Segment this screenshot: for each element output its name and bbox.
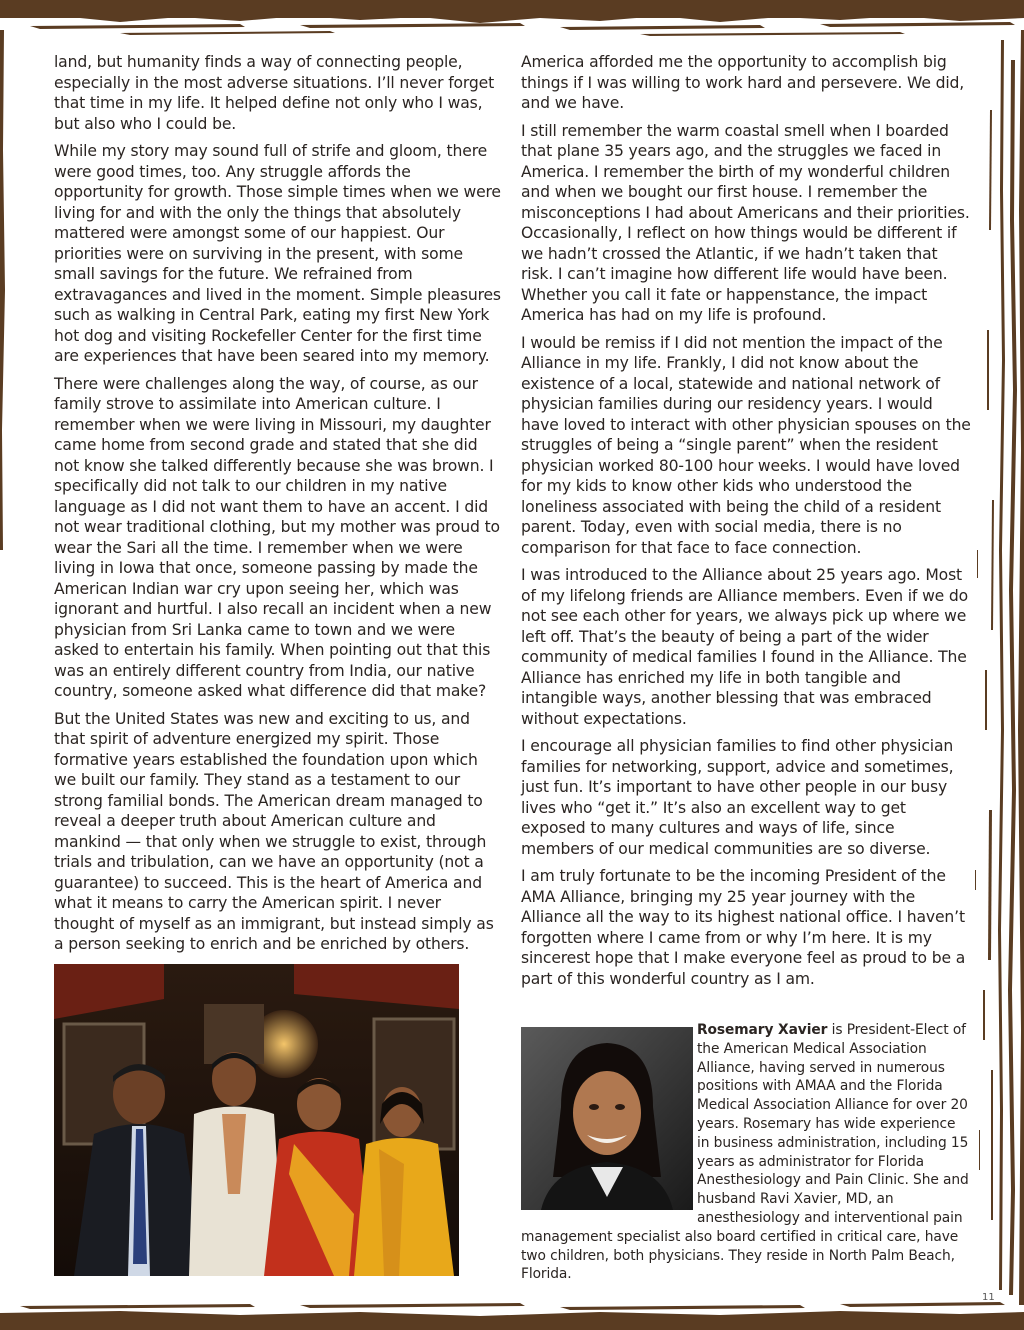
right-paragraph-5: I encourage all physician families to find other physician families for networking, support, advice and sometimes, just fun. It’s important to have other people in our busy lives who “get it.” It’s also an excellent way to get exposed to many cultures and ways of life, since members of our medical communities are so diverse.: [521, 737, 954, 858]
right-paragraph-1: America afforded me the opportunity to accomplish big things if I was willing to work hard and persevere. We did, and we have.: [521, 53, 965, 112]
right-paragraph-3: I would be remiss if I did not mention the impact of the Alliance in my life. Frankly, I did not know about the existence of a local, statewide and national network of physician families during our residency years. I would have loved to interact with other physician spouses on the struggles of being a “single parent” when the resident physician worked 80-100 hour weeks. I would have loved for my kids to know other kids who understood the loneliness associated with being the child of a resident parent. Today, even with social media, there is no comparison for that face to face connection.: [521, 333, 971, 557]
bottom-brush-border: [0, 1300, 1024, 1330]
family-photo: [54, 964, 459, 1276]
top-brush-border: [0, 0, 1024, 40]
page-number: 11: [982, 1292, 995, 1303]
right-text-column: [521, 52, 971, 996]
author-name: Rosemary Xavier: [697, 1022, 828, 1038]
left-paragraph-4: But the United States was new and exciting to us, and that spirit of adventure energized my spirit. Those formative years established the foundation upon which we built our family. They stand as a testament to our strong familial bonds. The American dream managed to reveal a deeper truth about American culture and mankind — that only when we struggle to exist, through trials and tribulation, can we have an opportunity (not a guarantee) to succeed. This is the heart of America and what it means to carry the American spirit. I never thought of myself as an immigrant, but instead simply as a person seeking to enrich and be enriched by others.: [54, 709, 494, 953]
author-bio: [521, 1021, 971, 1284]
right-paragraph-6: I am truly fortunate to be the incoming President of the AMA Alliance, bringing my 25 year journey with the Alliance all the way to its highest national office. I haven’t forgotten where I came from or why I’m here. It is my sincerest hope that I make everyone feel as proud to be a part of this wonderful country as I am.: [521, 867, 966, 988]
right-brush-border: [965, 30, 1024, 1305]
right-paragraph-2: I still remember the warm coastal smell when I boarded that plane 35 years ago, and the struggles we faced in America. I remember the birth of my wonderful children and when we bought our first house. I remember the misconceptions I had about Americans and their priorities. Occasionally, I reflect on how things would be different if we hadn’t crossed the Atlantic, if we hadn’t taken that risk. I can’t imagine how different life would have been. Whether you call it fate or happenstance, the impact America has had on my life is profound.: [521, 121, 970, 324]
left-paragraph-2: While my story may sound full of strife and gloom, there were good times, too. Any struggle affords the opportunity for growth. Those simple times when we were living for and with the only the things that absolutely mattered were amongst some of our happiest. Our priorities were on surviving in the present, with some small savings for the future. We refrained from extravagances and lived in the moment. Simple pleasures such as walking in Central Park, eating my first New York hot dog and visiting Rockefeller Center for the first time are experiences that have been seared into my memory.: [54, 142, 501, 365]
bio-text: is President-Elect of the American Medical Association Alliance, having served in numerous positions with AMAA and the Florida Medical Association Alliance for over 20 years. Rosemary has wide experience in business administration, including 15 years as administrator for Florida Anesthesiology and Pain Clinic. She and husband Ravi Xavier, MD, an anesthesiology and interventional pain management specialist also board certified in critical care, have two children, both physicians. They reside in North Palm Beach, Florida.: [521, 1022, 969, 1283]
left-text-column: [54, 52, 502, 962]
left-paragraph-1: land, but humanity finds a way of connecting people, especially in the most adverse situations. I’ll never forget that time in my life. It helped define not only who I was, but also who I could be.: [54, 53, 495, 133]
portrait-space: [521, 1021, 697, 1215]
left-paragraph-3: There were challenges along the way, of course, as our family strove to assimilate into American culture. I remember when we were living in Missouri, my daughter came home from second grade and stated that she did not know she talked differently because she was brown. I specifically did not talk to our children in my native language as I did not want them to have an accent. I did not wear traditional clothing, but my mother was proud to wear the Sari all the time. I remember when we were living in Iowa that once, someone passing by made the American Indian war cry upon seeing her, which was ignorant and hurtful. I also recall an incident when a new physician from Sri Lanka came to town and we were asked to entertain his family. When pointing out that this was an entirely different country from India, our native country, someone asked what difference did that make?: [54, 374, 500, 700]
left-brush-border: [0, 30, 6, 550]
right-paragraph-4: I was introduced to the Alliance about 25 years ago. Most of my lifelong friends are Alliance members. Even if we do not see each other for years, we always pick up where we left off. That’s the beauty of being a part of the wider community of medical families I found in the Alliance. The Alliance has enriched my life in both tangible and intangible ways, another blessing that was embraced without expectations.: [521, 566, 969, 728]
